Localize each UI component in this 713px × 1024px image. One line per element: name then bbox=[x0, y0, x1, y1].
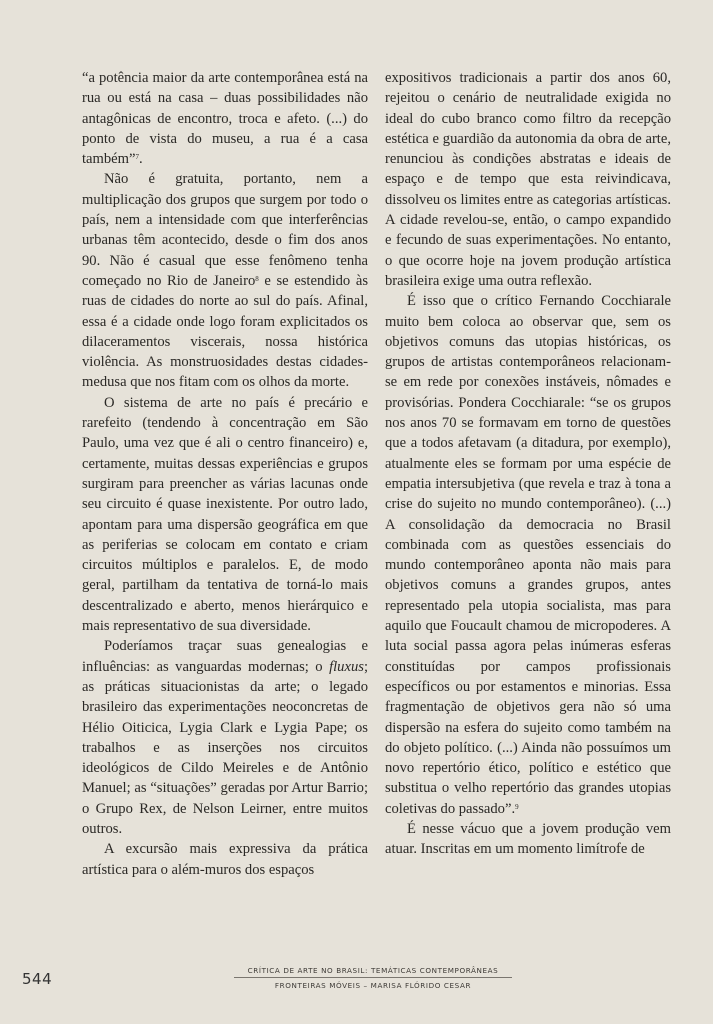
left-text-column bbox=[82, 68, 368, 880]
punctuation: . bbox=[139, 151, 143, 168]
footnote-ref: 9 bbox=[515, 802, 519, 811]
paragraph-text: ; as práticas situacionistas da arte; o legado brasileiro das experimentações neoconcretas de Hélio Oiticica, Lygia Clark e Lygia Pape; os trabalhos e as inserções nos circuitos ideológicos de Cildo Meireles e de Antônio Manuel; as “situações” geradas por Artur Barrio; o Grupo Rex, de Nelson Leirner, entre muitos outros. bbox=[82, 658, 368, 837]
right-text-column bbox=[385, 68, 671, 860]
paragraph-text: Poderíamos traçar suas genealogias e influências: as vanguardas modernas; o bbox=[82, 638, 368, 675]
paragraph: O sistema de arte no país é precário e rarefeito (tendendo à concentração em São Paulo, uma vez que é ali o centro financeiro) e, certamente, muitas dessas experiências e grupos surgiram para preencher as várias lacunas onde seu circuito é quase inexistente. Por outro lado, apontam para uma dispersão geográfica em que as periferias se colocam em contato e criam circuitos múltiplos e paralelos. E, de modo geral, partilham da tentativa de torná-lo mais descentralizado e aberto, menos hierárquico e mais representativo de sua diversidade. bbox=[82, 394, 368, 635]
paragraph: A excursão mais expressiva da prática artística para o além-muros dos espaços bbox=[82, 841, 368, 878]
running-footer bbox=[230, 966, 516, 990]
footnote-ref: 8 bbox=[255, 274, 259, 283]
paragraph bbox=[82, 169, 368, 392]
footnote-ref: 7 bbox=[135, 153, 139, 162]
paragraph: É nesse vácuo que a jovem produção vem atuar. Inscritas em um momento limítrofe de bbox=[385, 820, 671, 858]
book-title: CRÍTICA DE ARTE NO BRASIL: TEMÁTICAS CONTEMPORÂNEAS bbox=[247, 966, 499, 975]
italic-term: fluxus bbox=[329, 658, 364, 675]
paragraph-text: Não é gratuita, portanto, nem a multiplicação dos grupos que surgem por todo o país, nem a intensidade com que interferências urbanas têm acontecido, desde o fim dos anos 90. Não é casual que esse fenômeno tenha começado no Rio de Janeiro bbox=[82, 171, 368, 289]
paragraph-text: e se estendido às ruas de cidades do norte ao sul do país. Afinal, essa é a cidade onde logo foram explicitados os dilaceramentos viscerais, nossa histórica violência. As monstruosidades destas cidades-medusa que nos fitam com os olhos da morte. bbox=[82, 272, 368, 391]
quote-text: “a potência maior da arte contemporânea está na rua ou está na casa – duas possibilidades não antagônicas de encontro, troca e afeto. (...) do ponto de vista do museu, a rua é a casa também” bbox=[82, 70, 368, 168]
paragraph: expositivos tradicionais a partir dos anos 60, rejeitou o cenário de neutralidade exigida no ideal do cubo branco como filtro da recepção estética e guardião da autonomia da obra de arte, renunciou às condições abstratas e ideais de espaço e de tempo que esta reivindicava, dissolveu os limites entre as categorias artísticas. A cidade revelou-se, então, o campo expandido e fecundo de suas experimentações. No entanto, o que ocorre hoje na jovem produção artística brasileira exige uma outra reflexão. bbox=[385, 70, 671, 289]
page-number: 544 bbox=[22, 970, 53, 988]
footer-divider bbox=[234, 977, 512, 978]
paragraph bbox=[82, 68, 368, 169]
paragraph bbox=[82, 636, 368, 839]
section-author: FRONTEIRAS MÓVEIS – MARISA FLÓRIDO CESAR bbox=[274, 981, 472, 990]
paragraph bbox=[385, 291, 671, 819]
paragraph-text: É isso que o crítico Fernando Cocchiarale muito bem coloca ao observar que, sem os objetivos comuns das utopias históricas, os grupos de artistas contemporâneos relacionam-se em rede por conexões instáveis, nômades e provisórias. Pondera Cocchiarale: “se os grupos nos anos 70 se formavam em torno de questões que a todos afetavam (a ditadura, por exemplo), atualmente eles se formam por uma espécie de empatia intersubjetiva (que revela e traz à tona a crise do sujeito no mundo contemporâneo). (...) A consolidação da democracia no Brasil combinada com as questões essenciais do mundo contemporâneo aponta não mais para objetivos comuns a grandes grupos, antes representado pela utopia socialista, mas para aquilo que Foucault chamou de micropoderes. A luta social passa agora pelas inúmeras esferas constituídas por campos profissionais específicos ou por estamentos e minorias. Essa fragmentação de objetivos gera não só uma dispersão na esfera do sujeito como também na do objeto político. (...) Ainda não possuímos um novo repertório ético, político e estético que substitua o velho repertório das grandes utopias coletivas do passado”. bbox=[385, 293, 671, 817]
